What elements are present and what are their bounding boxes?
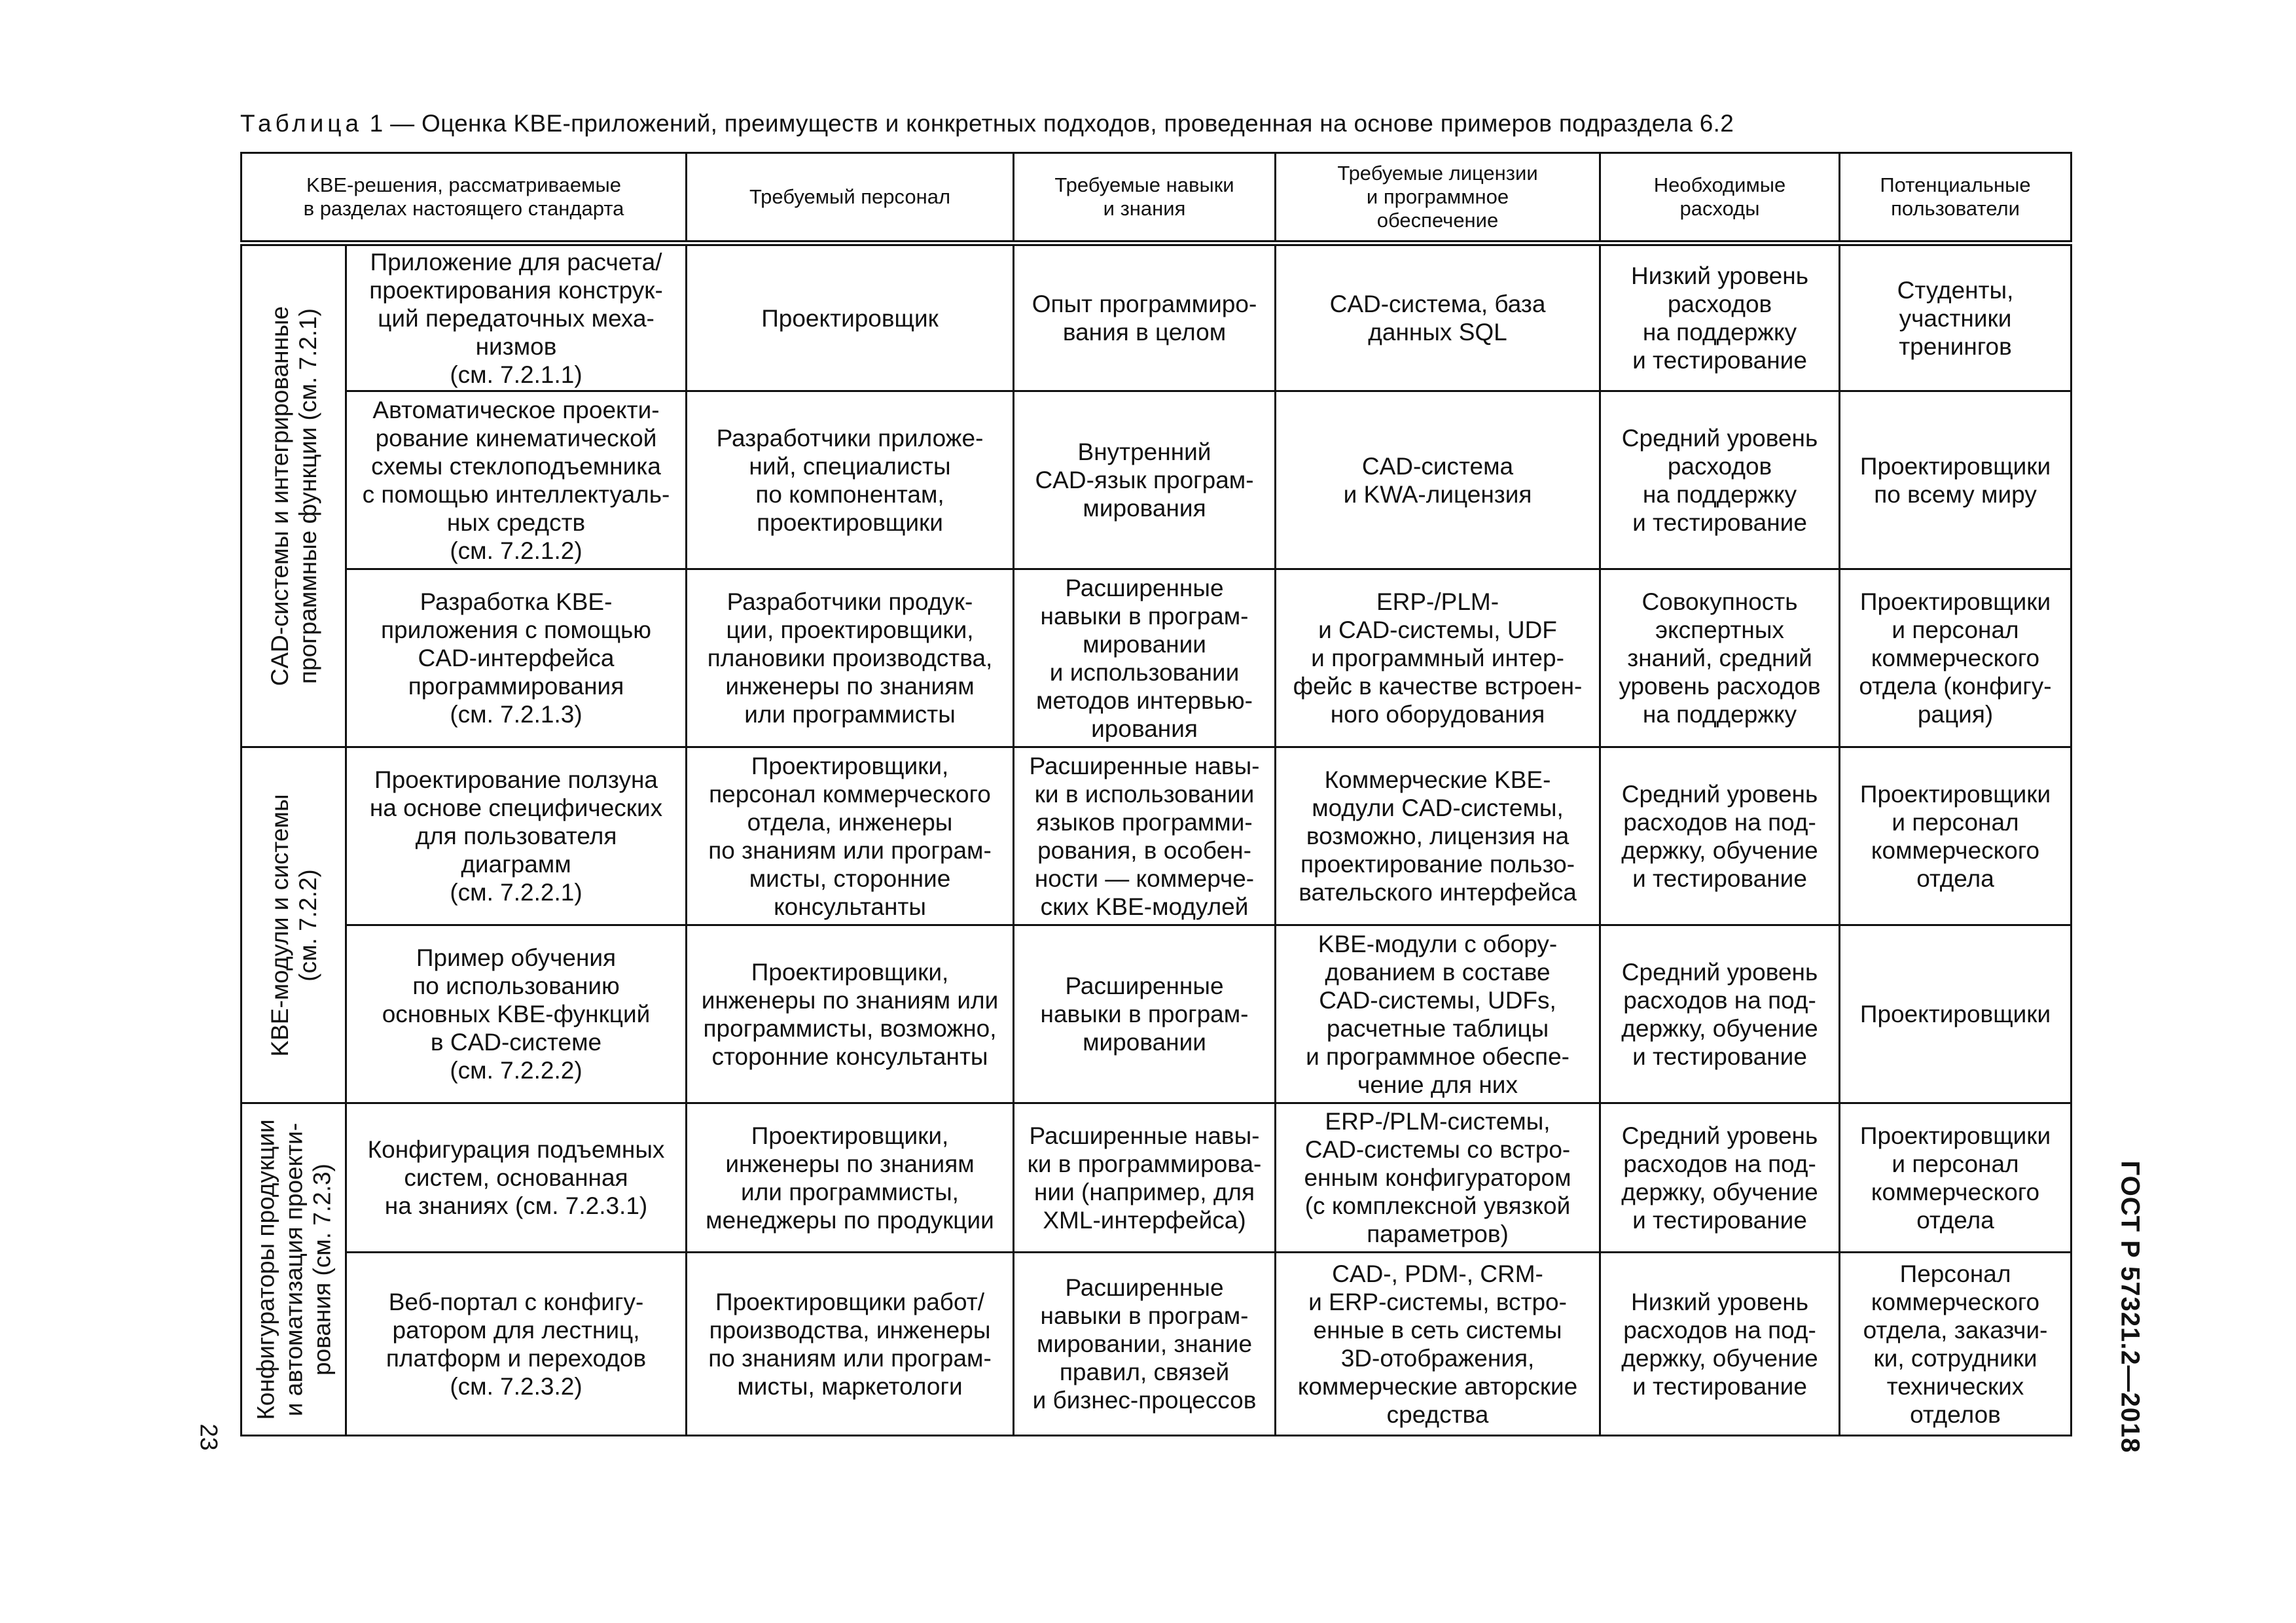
kbe-evaluation-table <box>240 152 2072 1436</box>
table-caption-label: Таблица <box>240 110 363 137</box>
header-required-personnel: Требуемый персонал <box>687 153 1014 243</box>
cell-skills: Расширенные навыки в програм- мировании и использовании методов интервью- ирования <box>1014 569 1276 747</box>
cell-skills: Опыт программиро- вания в целом <box>1014 243 1276 391</box>
cell-costs: Средний уровень расходов на под- держку, обучение и тестирование <box>1600 747 1840 925</box>
cell-skills: Расширенные навыки в програм- мировании, знание правил, связей и бизнес-процессов <box>1014 1253 1276 1436</box>
cell-licenses: ERP-/PLM-системы, CAD-системы со встро- енным конфигуратором (с комплексной увязкой параметров) <box>1276 1103 1600 1253</box>
cell-licenses: CAD-система и KWA-лицензия <box>1276 391 1600 569</box>
standard-code: ГОСТ Р 57321.2—2018 <box>2115 1160 2145 1454</box>
cell-users: Проектировщики по всему миру <box>1840 391 2072 569</box>
cell-users: Персонал коммерческого отдела, заказчи- ки, сотрудники технических отделов <box>1840 1253 2072 1436</box>
cell-solution: Проектирование ползуна на основе специфических для пользователя диаграмм (см. 7.2.2.1) <box>346 747 687 925</box>
table-row <box>242 925 2072 1103</box>
cell-solution: Веб-портал с конфигу- ратором для лестниц, платформ и переходов (см. 7.2.3.2) <box>346 1253 687 1436</box>
cell-costs: Совокупность экспертных знаний, средний уровень расходов на поддержку <box>1600 569 1840 747</box>
cell-skills: Внутренний CAD-язык програм- мирования <box>1014 391 1276 569</box>
cell-licenses: Коммерческие KBE- модули CAD-системы, возможно, лицензия на проектирование пользо- вательского интерфейса <box>1276 747 1600 925</box>
group-cad-systems-label: CAD-системы и интегрированные программные функции (см. 7.2.1) <box>242 243 346 747</box>
cell-costs: Средний уровень расходов на поддержку и тестирование <box>1600 391 1840 569</box>
cell-costs: Низкий уровень расходов на под- держку, обучение и тестирование <box>1600 1253 1840 1436</box>
table-caption <box>240 110 1734 137</box>
cell-personnel: Проектировщики, инженеры по знаниям или программисты, менеджеры по продукции <box>687 1103 1014 1253</box>
cell-licenses: CAD-, PDM-, CRM- и ERP-системы, встро- енные в сеть системы 3D-отображения, коммерческие авторские средства <box>1276 1253 1600 1436</box>
cell-skills: Расширенные навы- ки в программирова- нии (например, для XML-интерфейса) <box>1014 1103 1276 1253</box>
page-number: 23 <box>195 1423 223 1451</box>
cell-solution: Конфигурация подъемных систем, основанная на знаниях (см. 7.2.3.1) <box>346 1103 687 1253</box>
group-kbe-modules-label: KBE-модули и системы (см. 7.2.2) <box>242 747 346 1103</box>
table-row <box>242 569 2072 747</box>
cell-solution: Разработка KBE- приложения с помощью CAD-интерфейса программирования (см. 7.2.1.3) <box>346 569 687 747</box>
header-potential-users: Потенциальные пользователи <box>1840 153 2072 243</box>
cell-solution: Приложение для расчета/ проектирования конструк- ций передаточных меха- низмов (см. 7.2.1.1) <box>346 243 687 391</box>
cell-skills: Расширенные навы- ки в использовании языков программи- рования, в особен- ности — коммерче- ских KBE-модулей <box>1014 747 1276 925</box>
cell-costs: Низкий уровень расходов на поддержку и тестирование <box>1600 243 1840 391</box>
cell-licenses: KBE-модули с обору- дованием в составе CAD-системы, UDFs, расчетные таблицы и программное обеспе- чение для них <box>1276 925 1600 1103</box>
standard-code-block <box>2115 1160 2145 1454</box>
group-configurators-label: Конфигураторы продукции и автоматизация проекти- рования (см. 7.2.3) <box>242 1103 346 1436</box>
cell-skills: Расширенные навыки в програм- мировании <box>1014 925 1276 1103</box>
cell-solution: Пример обучения по использованию основных KBE-функций в CAD-системе (см. 7.2.2.2) <box>346 925 687 1103</box>
cell-personnel: Проектировщик <box>687 243 1014 391</box>
cell-users: Проектировщики и персонал коммерческого отдела <box>1840 1103 2072 1253</box>
cell-costs: Средний уровень расходов на под- держку, обучение и тестирование <box>1600 1103 1840 1253</box>
cell-personnel: Разработчики продук- ции, проектировщики, плановики производства, инженеры по знаниям или программисты <box>687 569 1014 747</box>
table-row <box>242 1103 2072 1253</box>
cell-personnel: Проектировщики работ/ производства, инженеры по знаниям или програм- мисты, маркетологи <box>687 1253 1014 1436</box>
header-required-costs: Необходимые расходы <box>1600 153 1840 243</box>
cell-personnel: Проектировщики, инженеры по знаниям или программисты, возможно, сторонние консультанты <box>687 925 1014 1103</box>
cell-users: Проектировщики <box>1840 925 2072 1103</box>
table-header-row <box>242 153 2072 243</box>
header-required-licenses: Требуемые лицензии и программное обеспечение <box>1276 153 1600 243</box>
header-kbe-solutions: KBE-решения, рассматриваемые в разделах настоящего стандарта <box>242 153 687 243</box>
cell-personnel: Разработчики приложе- ний, специалисты по компонентам, проектировщики <box>687 391 1014 569</box>
table-caption-text: 1 — Оценка KBE-приложений, преимуществ и конкретных подходов, проведенная на основе примеров подраздела 6.2 <box>369 110 1734 137</box>
cell-personnel: Проектировщики, персонал коммерческого отдела, инженеры по знаниям или програм- мисты, сторонние консультанты <box>687 747 1014 925</box>
cell-licenses: CAD-система, база данных SQL <box>1276 243 1600 391</box>
table-row <box>242 391 2072 569</box>
cell-users: Проектировщики и персонал коммерческого отдела <box>1840 747 2072 925</box>
header-required-skills: Требуемые навыки и знания <box>1014 153 1276 243</box>
cell-users: Студенты, участники тренингов <box>1840 243 2072 391</box>
cell-solution: Автоматическое проекти- рование кинематической схемы стеклоподъемника с помощью интеллектуаль- ных средств (см. 7.2.1.2) <box>346 391 687 569</box>
cell-costs: Средний уровень расходов на под- держку, обучение и тестирование <box>1600 925 1840 1103</box>
cell-licenses: ERP-/PLM- и CAD-системы, UDF и программный интер- фейс в качестве встроен- ного оборудования <box>1276 569 1600 747</box>
table-row <box>242 1253 2072 1436</box>
table-row <box>242 243 2072 391</box>
table-row <box>242 747 2072 925</box>
cell-users: Проектировщики и персонал коммерческого отдела (конфигу- рация) <box>1840 569 2072 747</box>
